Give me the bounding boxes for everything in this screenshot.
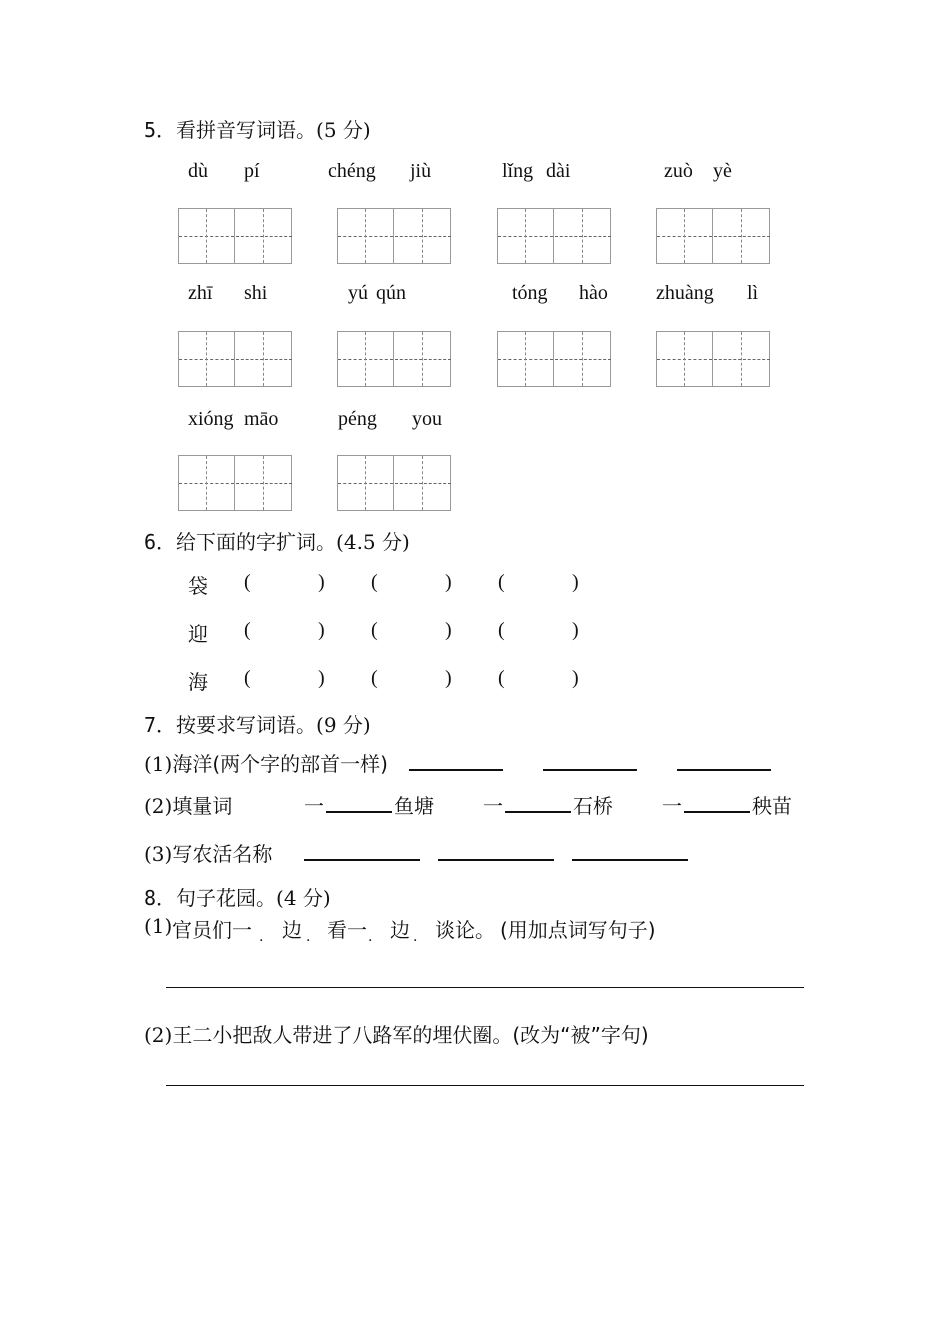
q8-heading xyxy=(144,882,331,911)
q8-item1-number: (1) xyxy=(144,914,173,938)
answer-blank[interactable] xyxy=(684,811,750,813)
pinyin: yú xyxy=(348,282,368,304)
paren-close: ) xyxy=(572,667,579,689)
dotted-word: 边 xyxy=(282,918,302,942)
answer-blank[interactable] xyxy=(304,859,420,861)
q8-score: (4 分) xyxy=(276,886,331,910)
answer-blank[interactable] xyxy=(677,769,771,771)
writing-grid[interactable] xyxy=(337,455,451,511)
q7-number: 7． xyxy=(144,713,177,737)
q6-char: 海 xyxy=(188,670,208,694)
measure-yi: 一 xyxy=(662,794,682,818)
paren-open: ( xyxy=(498,667,505,689)
answer-blank[interactable] xyxy=(326,811,392,813)
writing-grid[interactable] xyxy=(656,208,770,264)
writing-grid[interactable] xyxy=(337,331,451,387)
q7-item2-prefix: (2)填量词 xyxy=(144,794,233,818)
paren-close: ) xyxy=(445,619,452,641)
pinyin: zhī xyxy=(188,282,213,304)
answer-blank[interactable] xyxy=(505,811,571,813)
emphasis-dot: . xyxy=(368,929,373,945)
pinyin: qún xyxy=(376,282,406,304)
q5-title: 看拼音写词语。 xyxy=(176,118,317,142)
measure-yi: 一 xyxy=(304,794,324,818)
pinyin: dài xyxy=(546,160,571,182)
paren-open: ( xyxy=(371,571,378,593)
pinyin: péng xyxy=(338,408,377,430)
paren-close: ) xyxy=(318,619,325,641)
answer-blank[interactable] xyxy=(543,769,637,771)
q8-item1-requirement: (用加点词写句子) xyxy=(500,918,656,942)
paren-close: ) xyxy=(318,571,325,593)
pinyin: shi xyxy=(244,282,268,304)
q8-item2-requirement: (改为“被”字句) xyxy=(512,1023,649,1047)
paren-open: ( xyxy=(244,571,251,593)
q5-number: 5． xyxy=(144,118,177,142)
writing-grid[interactable] xyxy=(497,331,611,387)
pinyin: tóng xyxy=(512,282,548,304)
q5-score: (5 分) xyxy=(316,118,371,142)
pinyin: lì xyxy=(747,282,759,304)
q5-heading xyxy=(144,114,371,143)
paren-open: ( xyxy=(371,667,378,689)
paren-close: ) xyxy=(572,619,579,641)
pinyin: you xyxy=(412,408,442,430)
q8-item1-part: 官员们一 xyxy=(172,918,252,942)
dotted-word: 边 xyxy=(390,918,410,942)
q8-item1-part: 看一 xyxy=(327,918,367,942)
paren-open: ( xyxy=(498,571,505,593)
writing-grid[interactable] xyxy=(178,208,292,264)
paren-close: ) xyxy=(572,571,579,593)
pinyin: māo xyxy=(244,408,279,430)
paren-close: ) xyxy=(445,667,452,689)
answer-blank[interactable] xyxy=(438,859,554,861)
q6-char: 袋 xyxy=(188,574,208,598)
writing-grid[interactable] xyxy=(337,208,451,264)
q7-item1-requirement: (两个字的部首一样) xyxy=(212,752,388,776)
q6-title: 给下面的字扩词。 xyxy=(176,530,337,554)
paren-close: ) xyxy=(445,571,452,593)
writing-grid[interactable] xyxy=(497,208,611,264)
q8-item2 xyxy=(144,1019,649,1048)
paren-open: ( xyxy=(244,667,251,689)
answer-blank[interactable] xyxy=(572,859,688,861)
writing-grid[interactable] xyxy=(178,331,292,387)
pinyin: chéng xyxy=(328,160,376,182)
pinyin: dù xyxy=(188,160,208,182)
answer-line[interactable] xyxy=(166,987,804,988)
writing-grid[interactable] xyxy=(656,331,770,387)
q6-number: 6． xyxy=(144,530,177,554)
q7-item3-prefix: (3)写农活名称 xyxy=(144,842,273,866)
q7-title: 按要求写词语。 xyxy=(176,713,317,737)
q6-heading xyxy=(144,526,410,555)
answer-line[interactable] xyxy=(166,1085,804,1086)
answer-blank[interactable] xyxy=(409,769,503,771)
paren-close: ) xyxy=(318,667,325,689)
q8-item2-sentence: (2)王二小把敌人带进了八路军的埋伏圈。 xyxy=(144,1023,513,1047)
emphasis-dot: . xyxy=(306,929,311,945)
pinyin: zuò xyxy=(664,160,693,182)
paren-open: ( xyxy=(498,619,505,641)
writing-grid[interactable] xyxy=(178,455,292,511)
pinyin: zhuàng xyxy=(656,282,714,304)
measure-word: 石桥 xyxy=(573,794,613,818)
pinyin: yè xyxy=(713,160,732,182)
q8-number: 8． xyxy=(144,886,177,910)
q7-score: (9 分) xyxy=(316,713,371,737)
q7-item1 xyxy=(144,748,388,777)
q6-score: (4.5 分) xyxy=(336,530,410,554)
q6-char: 迎 xyxy=(188,622,208,646)
pinyin: pí xyxy=(244,160,260,182)
emphasis-dot: . xyxy=(413,929,418,945)
emphasis-dot: . xyxy=(259,929,264,945)
q8-title: 句子花园。 xyxy=(176,886,277,910)
measure-yi: 一 xyxy=(483,794,503,818)
paren-open: ( xyxy=(371,619,378,641)
q7-item1-prefix: (1)海洋 xyxy=(144,752,213,776)
pinyin: lǐng xyxy=(502,160,534,182)
measure-word: 秧苗 xyxy=(752,794,792,818)
pinyin: hào xyxy=(579,282,608,304)
pinyin: jiù xyxy=(410,160,432,182)
pinyin: xióng xyxy=(188,408,234,430)
measure-word: 鱼塘 xyxy=(394,794,434,818)
paren-open: ( xyxy=(244,619,251,641)
q8-item1-part: 谈论。 xyxy=(435,918,495,942)
q7-heading xyxy=(144,709,371,738)
